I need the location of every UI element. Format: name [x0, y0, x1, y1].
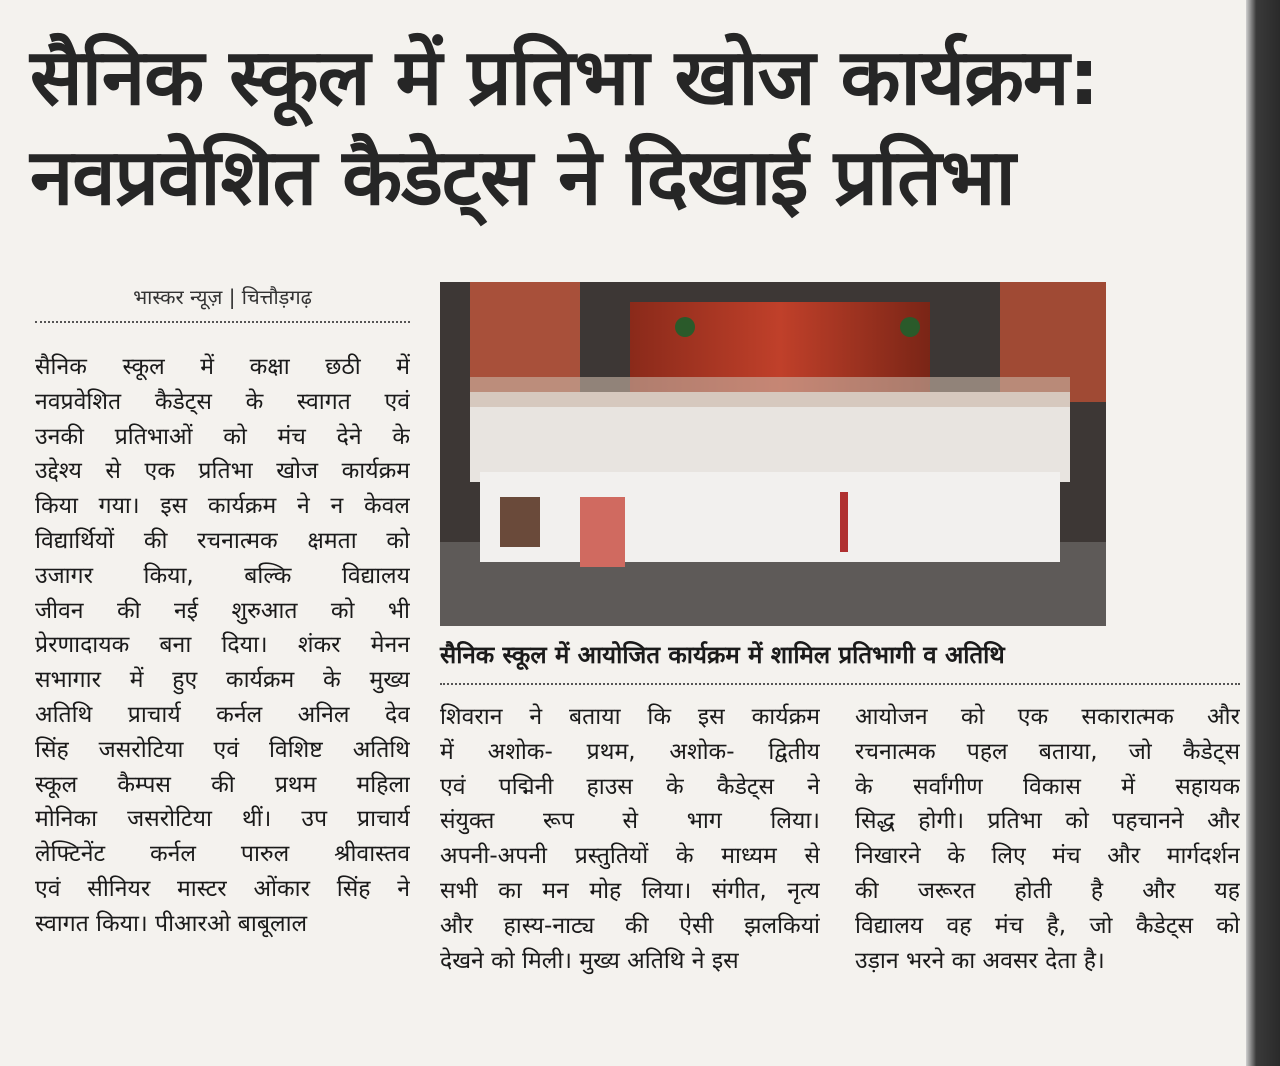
article-column-2	[440, 700, 820, 978]
article-line: देखने को मिली। मुख्य अतिथि ने इस	[440, 947, 739, 974]
article-line: में अशोक- प्रथम, अशोक- द्वितीय	[440, 738, 820, 765]
photo-caption: सैनिक स्कूल में आयोजित कार्यक्रम में शामिल प्रतिभागी व अतिथि	[440, 641, 1005, 669]
byline: भास्कर न्यूज़ | चित्तौड़गढ़	[133, 285, 312, 309]
article-line: शिवरान ने बताया कि इस कार्यक्रम	[440, 704, 820, 730]
headline-line-1: सैनिक स्कूल में प्रतिभा खोज कार्यक्रम:	[30, 33, 1099, 123]
article-line: स्कूल कैम्पस की प्रथम महिला	[35, 771, 410, 798]
article-line: सभागार में हुए कार्यक्रम के मुख्य	[35, 667, 410, 694]
article-line: और हास्य-नाट्य की ऐसी झलकियां	[440, 912, 820, 939]
article-line: उद्देश्य से एक प्रतिभा खोज कार्यक्रम	[35, 458, 410, 485]
article-line: मोनिका जसरोटिया थीं। उप प्राचार्य	[35, 806, 410, 833]
article-line: उनकी प्रतिभाओं को मंच देने के	[35, 423, 410, 450]
article-column-1	[35, 350, 410, 942]
article-line: के सर्वांगीण विकास में सहायक	[855, 773, 1240, 800]
article-line: अपनी-अपनी प्रस्तुतियों के माध्यम से	[440, 843, 820, 870]
article-line: विद्यालय वह मंच है, जो कैडेट्स को	[855, 912, 1240, 939]
article-line: संयुक्त रूप से भाग लिया।	[440, 808, 820, 835]
page-edge-shadow	[1246, 0, 1280, 1066]
article-line: उड़ान भरने का अवसर देता है।	[855, 947, 1105, 974]
article-line: एवं पद्मिनी हाउस के कैडेट्स ने	[440, 773, 820, 800]
article-column-3	[855, 700, 1240, 978]
article-line: एवं सीनियर मास्टर ओंकार सिंह ने	[35, 875, 410, 902]
article-line: स्वागत किया। पीआरओ बाबूलाल	[35, 910, 308, 937]
headline-line-2: नवप्रवेशित कैडेट्स ने दिखाई प्रतिभा	[30, 133, 1015, 223]
article-line: निखारने के लिए मंच और मार्गदर्शन	[855, 843, 1240, 870]
article-line: सिद्ध होगी। प्रतिभा को पहचानने और	[855, 808, 1240, 835]
divider	[440, 683, 1240, 685]
article-line: आयोजन को एक सकारात्मक और	[855, 704, 1240, 730]
article-line: सैनिक स्कूल में कक्षा छठी में	[35, 354, 410, 380]
article-line: लेफ्टिनेंट कर्नल पारुल श्रीवास्तव	[35, 841, 410, 868]
article-line: अतिथि प्राचार्य कर्नल अनिल देव	[35, 701, 410, 728]
article-line: उजागर किया, बल्कि विद्यालय	[35, 562, 410, 589]
article-line: सभी का मन मोह लिया। संगीत, नृत्य	[440, 877, 820, 904]
article-line: की जरूरत होती है और यह	[855, 877, 1240, 904]
article-line: प्रेरणादायक बना दिया। शंकर मेनन	[35, 632, 410, 659]
article-line: सिंह जसरोटिया एवं विशिष्ट अतिथि	[35, 736, 410, 763]
article-line: विद्यार्थियों की रचनात्मक क्षमता को	[35, 527, 410, 554]
article-line: जीवन की नई शुरुआत को भी	[35, 597, 410, 624]
divider	[35, 321, 410, 323]
article-line: किया गया। इस कार्यक्रम ने न केवल	[35, 493, 410, 520]
group-photo-image	[440, 282, 1106, 626]
article-line: नवप्रवेशित कैडेट्स के स्वागत एवं	[35, 388, 410, 415]
article-line: रचनात्मक पहल बताया, जो कैडेट्स	[855, 738, 1240, 765]
group-photo	[440, 282, 1106, 626]
